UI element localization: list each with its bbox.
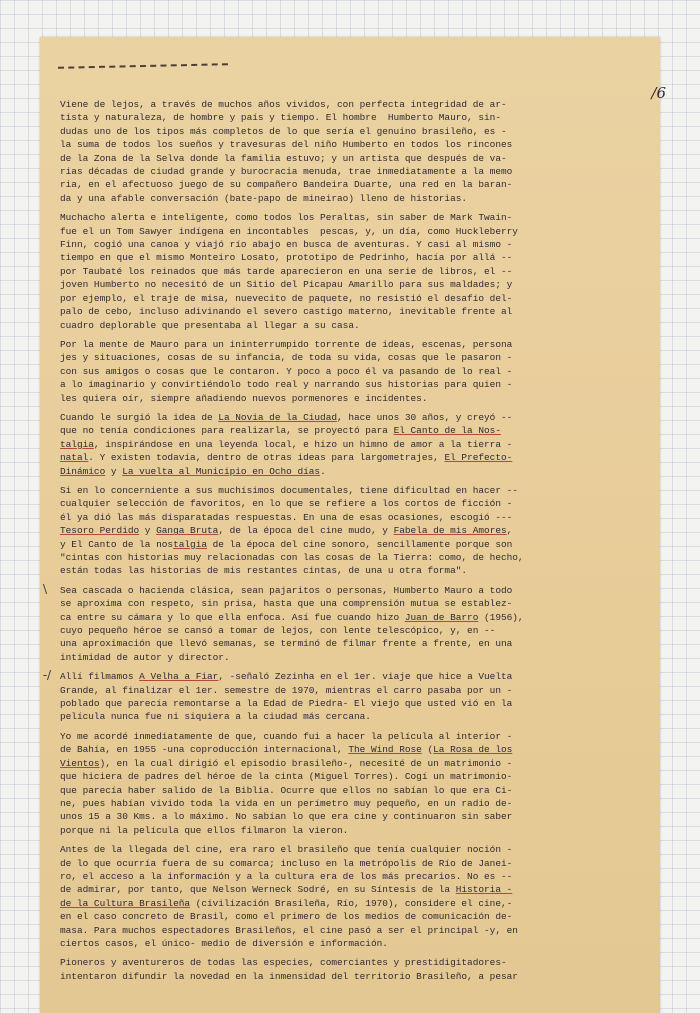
text-line: se aproxima con respeto, sin prisa, hasta que una comprensión mutua se establez- [60, 598, 513, 610]
text-line: dudas uno de los tipos más completos de lo que sería el genuino brasileño, es - [60, 125, 507, 137]
text-line: Antes de la llegada del cine, era raro el brasileño que tenía cualquier noción - [60, 844, 513, 856]
text-line: jes y situaciones, cosas de su infancia, de toda su vida, cosas que le pasaron - [60, 352, 513, 364]
text-line: Por la mente de Mauro para un ininterrumpido torrente de ideas, escenas, persona [60, 338, 513, 350]
text-line: joven Humberto no necesitó de un Sitio del Picapau Amarillo para sus maldades; y [60, 279, 513, 291]
paragraph [43, 581, 652, 664]
page-number: /6 [651, 84, 666, 102]
dashed-ink-mark [58, 63, 228, 71]
text-line: natal. Y existen todavía, dentro de otras ideas para largometrajes, El Prefecto- [60, 452, 513, 464]
text-line: fue el un Tom Sawyer indígena en incontables pescas, y, un día, como Huckleberry [60, 225, 518, 237]
underlined-title: Ganga Bruta [156, 525, 219, 537]
text-line: cuyo pequeño héroe se cansó a tomar de lejos, con lente telescópico, y, en -- [60, 625, 496, 637]
text-line: poblado que parecía remontarse a la Edad de Piedra- El viejo que usted vió en la [60, 698, 513, 710]
underlined-title: natal [60, 452, 89, 464]
text-line: la suma de todos los sueños y travesuras del niño Humberto en todos los rincones [60, 139, 513, 151]
text-line: ro, el acceso a la información y a la cultura era de los más precarios. No es -- [60, 870, 513, 882]
underlined-title: The Wind Rose [348, 744, 422, 756]
text-line: de la Cultura Brasileña (civilización Brasileña, Río, 1970), considere el cine,- [60, 897, 513, 909]
text-line: Viene de lejos, a través de muchos años vividos, con perfecta integridad de ar- [60, 99, 507, 110]
text-line: rias décadas de ciudad grande y burocracia menuda, trae inmediatamente a la memo [60, 166, 513, 178]
underlined-title: Dinámico [60, 465, 106, 477]
text-line: ne, pues habían vivido toda la vida en un perímetro muy pequeño, en un radio de- [60, 797, 513, 809]
text-line: "cintas con historias muy relacionadas con las cosas de la Tierra: como, de hecho, [60, 552, 524, 563]
paragraph [60, 730, 652, 837]
text-line: Grande, al finalizar el 1er. semestre de 1970, mientras el carro pasaba por un - [60, 684, 513, 696]
text-line: Yo me acordé inmediatamente de que, cuando fui a hacer la película al interior - [60, 730, 513, 742]
text-line: Muchacho alerta e inteligente, como todos los Peraltas, sin saber de Mark Twain- [60, 212, 513, 224]
underlined-title: Tesoro Perdido [60, 525, 140, 537]
text-line: él ya dió las más disparatadas respuestas. En una de esas ocasiones, escogió --- [60, 511, 513, 523]
text-line: Finn, cogió una canoa y viajó río abajo en busca de aventuras. Y casi al mismo - [60, 239, 513, 251]
underlined-title: de la Cultura Brasileña [60, 897, 191, 909]
paragraph [60, 956, 652, 983]
text-line: Cuando le surgió la idea de La Novia de la Ciudad, hace unos 30 años, y creyó -- [60, 411, 513, 423]
text-line: les quiera oír, siempre añadiendo nuevos pormenores e incidentes. [60, 392, 428, 404]
text-line: de admirar, por tanto, que Nelson Werneck Sodré, en su Síntesis de la Historia - [60, 884, 513, 896]
text-line: Allí filmamos A Velha a Fiar, -señaló Zezinha en el 1er. viaje que hice a Vuelta [60, 671, 513, 683]
text-line: con sus amigos o cosas que le contaron. Y poco a poco él va pasando de lo real - [60, 365, 513, 377]
underlined-title: La Rosa de los [433, 744, 513, 756]
paragraph [60, 843, 652, 950]
underlined-title: Fabela de mis Amores [393, 525, 507, 537]
text-line: una aproximación que llevó semanas, se terminó de filmar frente a frente, en una [60, 638, 513, 650]
text-line: cualquier selección de favoritos, en lo que se refiere a los cortos de ficción - [60, 498, 513, 510]
underlined-title: Juan de Barro [404, 611, 479, 623]
underlined-title: talgia [173, 538, 207, 550]
paragraph [60, 98, 652, 205]
margin-mark: \ [43, 581, 48, 596]
text-line: ca entre su cámara y lo que ella enfoca. Así fue cuando hizo Juan de Barro (1956), [60, 611, 524, 623]
underlined-title: Historia - [455, 884, 513, 896]
text-line: que parecía haber salido de la Biblia. Ocurre que ellos no sabían lo que era Ci- [60, 784, 513, 796]
text-line: están todas las historias de mis restantes cintas, de una u otra forma". [60, 565, 468, 577]
underlined-title: La Novia de la Ciudad [218, 411, 338, 423]
paragraph [60, 211, 652, 332]
text-line: Vientos), en la cual dirigió el episodio brasileño-, necesité de un matrimonio - [60, 757, 513, 769]
underlined-title: La vuelta al Municipio en Ocho días [122, 465, 321, 477]
text-line: que hiciera de padres del héroe de la cinta (Miguel Torres). Cogí un matrimonio- [60, 771, 513, 783]
text-line: Si en lo concerniente a sus muchísimos documentales, tiene dificultad en hacer -- [60, 484, 518, 496]
text-line: a lo imaginario y convirtiéndolo todo real y narrando sus historias para quien - [60, 379, 513, 391]
text-line: da y una afable conversación (bate-papo de mineirao) lleno de historias. [60, 192, 468, 204]
text-line: y El Canto de la nostalgia de la época del cine sonoro, sencillamente porque son [60, 538, 513, 550]
paragraph [43, 668, 652, 724]
text-line: de la Zona de la Selva donde la familia estuvo; y un artista que después de va- [60, 152, 507, 164]
text-line: que no tenía condiciones para realizarla, se proyectó para El Canto de la Nos- [60, 425, 501, 437]
text-line: por ejemplo, el traje de misa, nuevecito de paquete, no resistió el desafío del- [60, 292, 513, 304]
paragraph [60, 338, 652, 405]
text-line: tiempo en que el mismo Monteiro Losato, prototipo de Pedrinho, hacía por allá -- [60, 252, 513, 264]
text-line: intentaron difundir la novedad en la inmensidad del territorio Brasileño, a pesar [60, 970, 518, 982]
text-line: por Taubaté los reinados que más tarde aparecieron en una serie de libros, el -- [60, 265, 513, 277]
paragraph [60, 411, 652, 478]
text-line: en el caso concreto de Brasil, como el primero de los medios de comunicación de- [60, 911, 513, 923]
paragraph [60, 484, 652, 578]
underlined-title: A Velha a Fiar [139, 671, 219, 683]
text-line: porque ni la película que ellos filmaron la vieron. [60, 824, 349, 836]
text-line: tista y naturaleza, de hombre y país y tiempo. El hombre Humberto Mauro, sin- [60, 112, 501, 124]
text-line: de lo que ocurría fuera de su comarca; incluso en la metrópolis de Río de Janei- [60, 857, 513, 869]
text-line: masa. Para muchos espectadores Brasileños, el cine pasó a ser el principal -y, en [60, 924, 518, 936]
underlined-title: talgia [60, 438, 94, 450]
text-line: ria, en el afectuoso juego de su compañero Bandeira Duarte, una red en la baran- [60, 179, 513, 191]
text-line: Sea cascada o hacienda clásica, sean pajaritos o personas, Humberto Mauro a todo [60, 584, 513, 596]
text-line: intimidad de autor y director. [60, 651, 230, 663]
text-line: Dinámico y La vuelta al Municipio en Ocho días. [60, 465, 326, 477]
text-line: ciertos casos, el único- medio de diversión e información. [60, 937, 388, 949]
body-text [43, 98, 652, 989]
margin-mark: -/ [43, 668, 52, 683]
text-line: unos 15 a 30 Kms. a lo máximo. No sabían lo que era cine y continuaron sin saber [60, 811, 513, 823]
underlined-title: El Canto de la Nos- [393, 425, 501, 437]
text-line: Pioneros y aventureros de todas las especies, comerciantes y prestidigitadores- [60, 957, 507, 969]
text-line: de Bahía, en 1955 -una coproducción internacional, The Wind Rose (La Rosa de los [60, 744, 513, 756]
underlined-title: El Prefecto- [444, 452, 513, 464]
underlined-title: Vientos [60, 757, 100, 769]
text-line: película nunca fue ni siquiera a la ciudad más cercana. [60, 711, 371, 723]
text-line: Tesoro Perdido y Ganga Bruta, de la época del cine mudo, y Fabela de mis Amores, [60, 525, 513, 537]
text-line: palo de cebo, incluso adivinando el severo castigo materno, inevitable frente al [60, 306, 513, 318]
text-line: talgia, inspirándose en una leyenda local, e hizo un himno de amor a la tierra - [60, 438, 513, 450]
text-line: cuadro deplorable que presentaba al llegar a su casa. [60, 319, 360, 331]
